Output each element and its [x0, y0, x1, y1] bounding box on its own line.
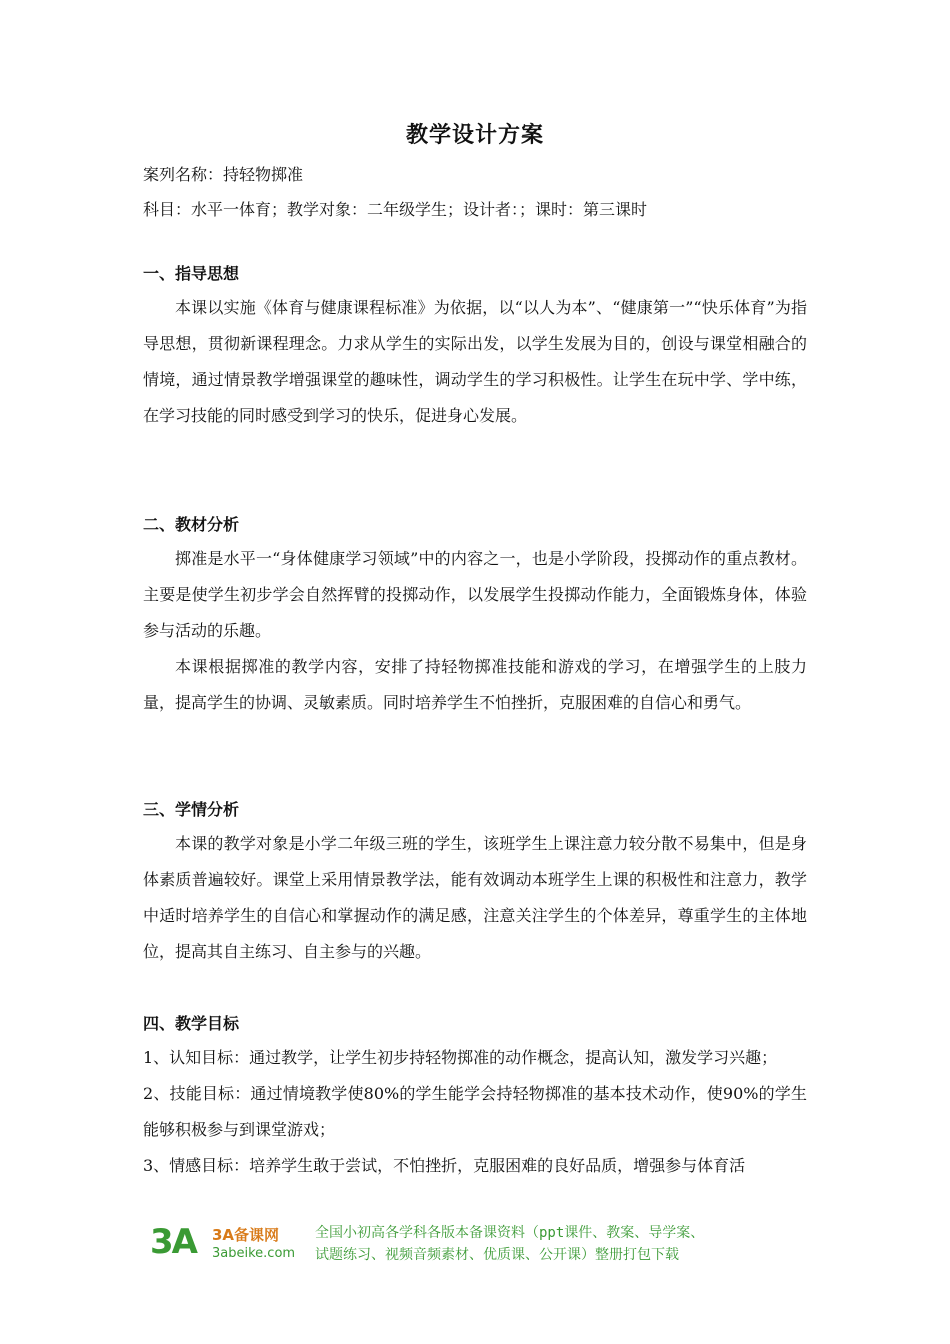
section-material-analysis	[143, 509, 807, 721]
promo-line: 全国小初高各学科各版本备课资料（ppt课件、教案、导学案、	[315, 1225, 705, 1241]
section-heading: 三、学情分析	[143, 800, 240, 819]
paragraph: 掷准是水平一“身体健康学习领域”中的内容之一，也是小学阶段，投掷动作的重点教材。主要是使学生初步学会自然挥臂的投掷动作，以发展学生投掷动作能力，全面锻炼身体，体验参与活动的乐趣。	[143, 549, 807, 640]
logo-url: 3abeike.com	[212, 1246, 296, 1261]
goal-item: 2、技能目标：通过情境教学使80%的学生能学会持轻物掷准的基本技术动作，使90%的学生能够积极参与到课堂游戏；	[143, 1084, 807, 1139]
subject-line: 科目：水平一体育；教学对象：二年级学生；设计者：；课时：第三课时	[143, 200, 648, 219]
goal-item: 1、认知目标：通过教学，让学生初步持轻物掷准的动作概念，提高认知，激发学习兴趣；	[143, 1048, 778, 1067]
promo-line: 试题练习、视频音频素材、优质课、公开课）整册打包下载	[315, 1247, 679, 1263]
paragraph: 本课的教学对象是小学二年级三班的学生，该班学生上课注意力较分散不易集中，但是身体素质普遍较好。课堂上采用情景教学法，能有效调动本班学生上课的积极性和注意力，教学中适时培养学生的自信心和掌握动作的满足感，注意关注学生的个体差异，尊重学生的主体地位，提高其自主练习、自主参与的兴趣。	[143, 834, 807, 961]
paragraph: 本课根据掷准的教学内容，安排了持轻物掷准技能和游戏的学习，在增强学生的上肢力量，提高学生的协调、灵敏素质。同时培养学生不怕挫折，克服困难的自信心和勇气。	[143, 657, 807, 712]
promo-text	[315, 1222, 815, 1266]
paragraph: 本课以实施《体育与健康课程标准》为依据，以“以人为本”、“健康第一”“快乐体育”为指导思想，贯彻新课程理念。力求从学生的实际出发，以学生发展为目的，创设与课堂相融合的情境，通过情景教学增强课堂的趣味性，调动学生的学习积极性。让学生在玩中学、学中练，在学习技能的同时感受到学习的快乐，促进身心发展。	[143, 298, 807, 425]
section-heading: 一、指导思想	[143, 264, 240, 283]
site-logo[interactable]	[150, 1220, 310, 1270]
section-guiding-ideology	[143, 258, 807, 434]
case-name: 案列名称：持轻物掷准	[143, 165, 304, 184]
section-heading: 二、教材分析	[143, 515, 240, 534]
logo-name: 3A备课网	[212, 1226, 280, 1244]
goal-item: 3、情感目标：培养学生敢于尝试，不怕挫折，克服困难的良好品质，增强参与体育活	[143, 1156, 746, 1175]
section-heading: 四、教学目标	[143, 1014, 240, 1033]
section-student-analysis	[143, 794, 807, 970]
logo-mark: 3A	[150, 1222, 196, 1262]
footer-banner	[140, 1220, 820, 1270]
section-teaching-goals	[143, 1008, 807, 1184]
document-title: 教学设计方案	[405, 123, 544, 148]
